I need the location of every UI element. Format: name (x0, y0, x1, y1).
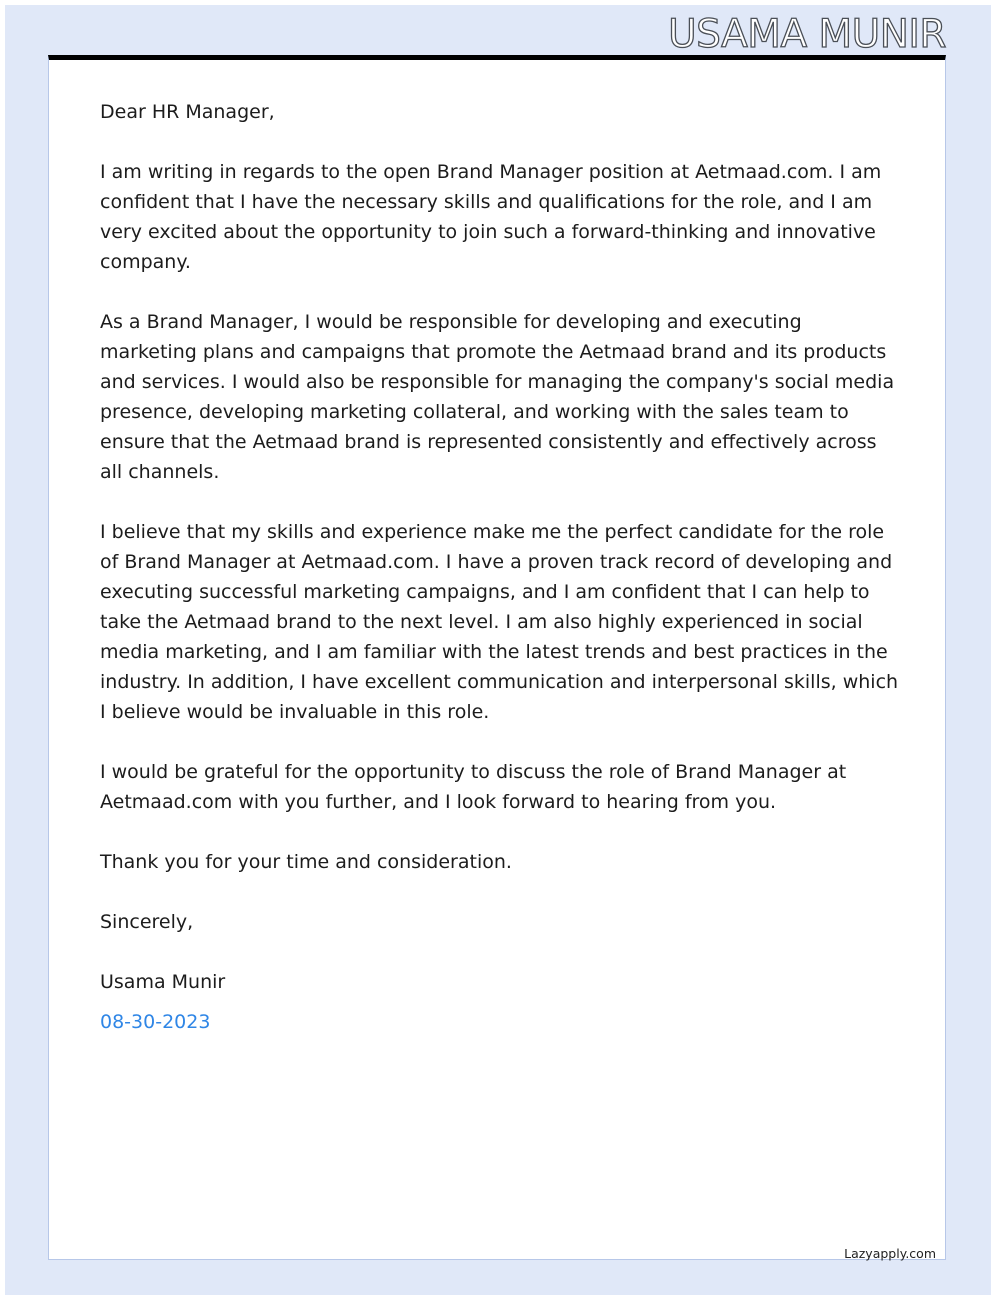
paragraph-request: I would be grateful for the opportunity to discuss the role of Brand Manager at Aetmaad.com with you further, and I look forward to hearing from you. (100, 761, 847, 813)
letter-date: 08-30-2023 (100, 1011, 211, 1033)
closing: Sincerely, (100, 911, 194, 933)
paragraph-qualifications: I believe that my skills and experience make me the perfect candidate for the role of Brand Manager at Aetmaad.com. I have a proven track record of developing and executing successful marketing campaigns, and I am confident that I can help to take the Aetmaad brand to the next level. I am also highly experienced in social media marketing, and I am familiar with the latest trends and best practices in the industry. In addition, I have excellent communication and interpersonal skills, which I believe would be invaluable in this role. (100, 521, 899, 723)
signature: Usama Munir (100, 971, 226, 993)
header-name: USAMA MUNIR (668, 12, 946, 57)
paragraph-responsibilities: As a Brand Manager, I would be responsible for developing and executing marketing plans and campaigns that promote the Aetmaad brand and its products and services. I would also be responsible for managing the company's social media presence, developing marketing collateral, and working with the sales team to ensure that the Aetmaad brand is represented consistently and effectively across all channels. (100, 311, 895, 483)
salutation: Dear HR Manager, (100, 101, 275, 123)
paragraph-thanks: Thank you for your time and consideration. (100, 851, 512, 873)
footer-brand: Lazyapply.com (844, 1246, 936, 1261)
letter-body (100, 97, 900, 1067)
paragraph-intro: I am writing in regards to the open Brand Manager position at Aetmaad.com. I am confident that I have the necessary skills and qualifications for the role, and I am very excited about the opportunity to join such a forward-thinking and innovative company. (100, 161, 882, 273)
